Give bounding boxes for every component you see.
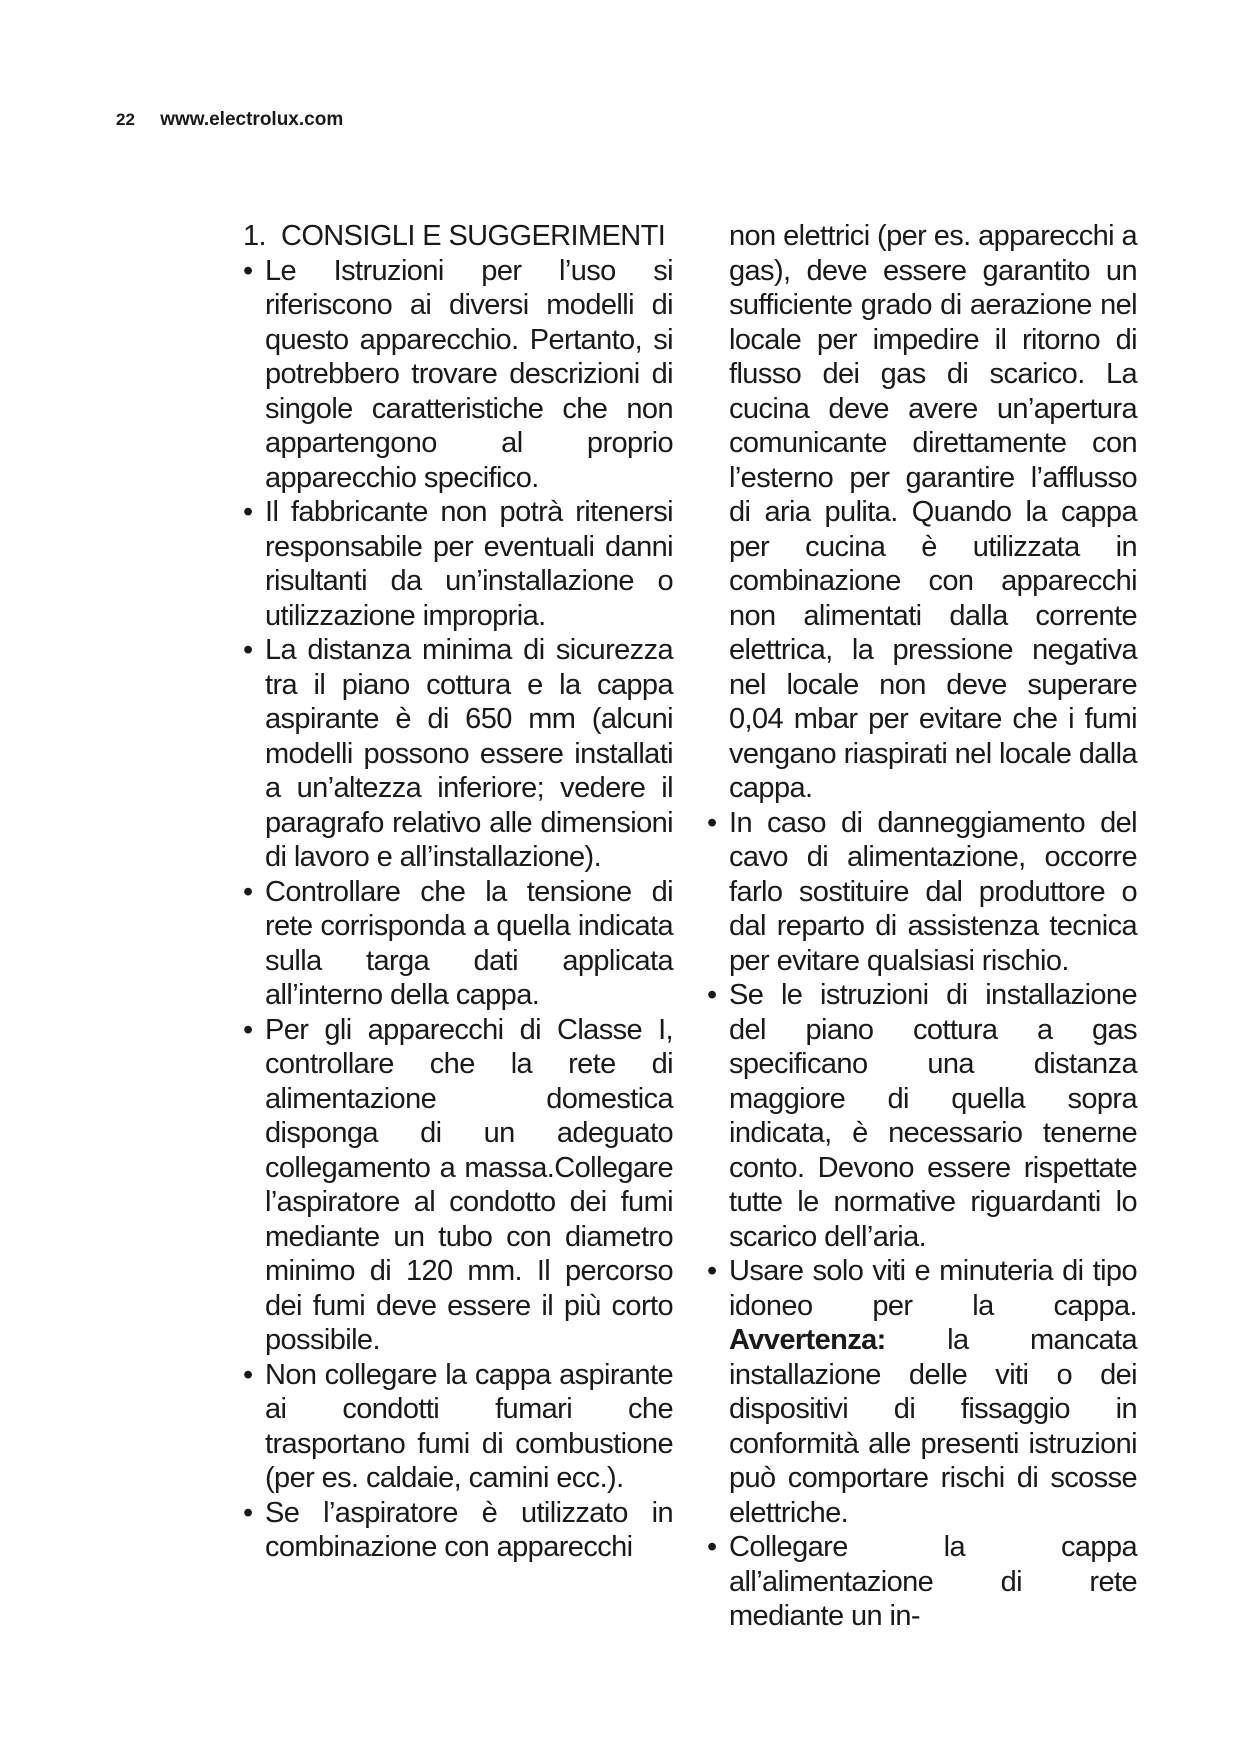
list-item [707, 978, 1137, 1254]
list-item-text: Se le istruzioni di installazione del piano cottura a gas specificano una distanza maggiore di quella sopra indicata, è necessario tenerne conto. Devono essere rispettate tutte le normative riguardanti lo scarico dell’aria. [729, 979, 1137, 1253]
list-item-text: Le Istruzioni per l’uso si riferiscono ai diversi modelli di questo apparecchio. Pertanto, si potrebbero trovare descrizioni di singole caratteristiche che non appartengono al proprio apparecchio specifico. [265, 254, 673, 494]
list-item [707, 1254, 1137, 1530]
list-item-text: Usare solo viti e minuteria di tipo idoneo per la cappa. [729, 1255, 1137, 1322]
bullet-icon: • [707, 806, 717, 839]
list-item-text: Controllare che la tensione di rete corrisponda a quella indicata sulla targa dati applicata all’interno della cappa. [265, 875, 673, 1011]
section-heading [243, 219, 673, 254]
list-item-text: La distanza minima di sicurezza tra il piano cottura e la cappa aspirante è di 650 mm (alcuni modelli possono essere installati a un’altezza inferiore; vedere il paragrafo relativo alle dimensioni di lavoro e all’installazione). [265, 634, 673, 873]
page-header [116, 108, 343, 132]
page-number: 22 [116, 110, 135, 129]
list-item [243, 875, 673, 1013]
list-item-text: Se l’aspiratore è utilizzato in combinazione con apparecchi [265, 1496, 673, 1563]
bullet-icon: • [707, 1255, 717, 1287]
list-item-text: Non collegare la cappa aspirante ai condotti fumari che trasportano fumi di combustione (per es. caldaie, camini ecc.). [265, 1358, 673, 1494]
bullet-icon: • [243, 1013, 253, 1046]
list-item [243, 633, 673, 875]
warning-label: Avvertenza: [729, 1324, 886, 1356]
bullet-icon: • [707, 1531, 717, 1563]
bullet-icon: • [243, 1496, 253, 1529]
bullet-icon: • [243, 875, 253, 908]
bullet-icon: • [707, 979, 717, 1011]
warning-text: la mancata installazione delle viti o dei dispositivi di fissaggio in conformità alle presenti istruzioni può comportare rischi di scosse elettriche. [729, 1324, 1137, 1529]
right-column [707, 219, 1137, 1634]
left-column [243, 219, 673, 1565]
list-item-text: Collegare la cappa all’alimentazione di rete mediante un in- [729, 1531, 1137, 1632]
bullet-icon: • [243, 496, 253, 528]
list-item [243, 1358, 673, 1496]
list-item-text: In caso di danneggiamento del cavo di alimentazione, occorre farlo sostituire dal produttore o dal reparto di assistenza tecnica per evitare qualsiasi rischio. [729, 806, 1137, 977]
website-url: www.electrolux.com [160, 109, 344, 130]
right-bullet-list [707, 806, 1137, 1634]
list-item [243, 1013, 673, 1358]
bullet-icon: • [243, 254, 253, 287]
section-title: CONSIGLI E SUGGERIMENTI [281, 220, 666, 252]
list-item [707, 1530, 1137, 1634]
continued-paragraph: non elettrici (per es. apparecchi a gas), deve essere garantito un sufficiente grado di aerazione nel locale per impedire il ritorno di flusso dei gas di scarico. La cucina deve avere un’apertura comunicante direttamente con l’esterno per garantire l’afflusso di aria pulita. Quando la cappa per cucina è utilizzata in combinazione con apparecchi non alimentati dalla corrente elettrica, la pressione negativa nel locale non deve superare 0,04 mbar per evitare che i fumi vengano riaspirati nel locale dalla cappa. [729, 220, 1137, 804]
list-item [243, 254, 673, 496]
list-item [707, 806, 1137, 979]
section-number: 1. [243, 220, 266, 252]
list-item [243, 495, 673, 633]
bullet-icon: • [243, 634, 253, 666]
list-item [243, 1496, 673, 1565]
list-item-text: Per gli apparecchi di Classe I, controllare che la rete di alimentazione domestica disponga di un adeguato collegamento a massa.Collegare l’aspiratore al condotto dei fumi mediante un tubo con diametro minimo di 120 mm. Il percorso dei fumi deve essere il più corto possibile. [265, 1013, 673, 1356]
bullet-icon: • [243, 1358, 253, 1391]
list-item-text: Il fabbricante non potrà ritenersi responsabile per eventuali danni risultanti da un’installazione o utilizzazione impropria. [265, 496, 673, 632]
left-bullet-list [243, 254, 673, 1565]
